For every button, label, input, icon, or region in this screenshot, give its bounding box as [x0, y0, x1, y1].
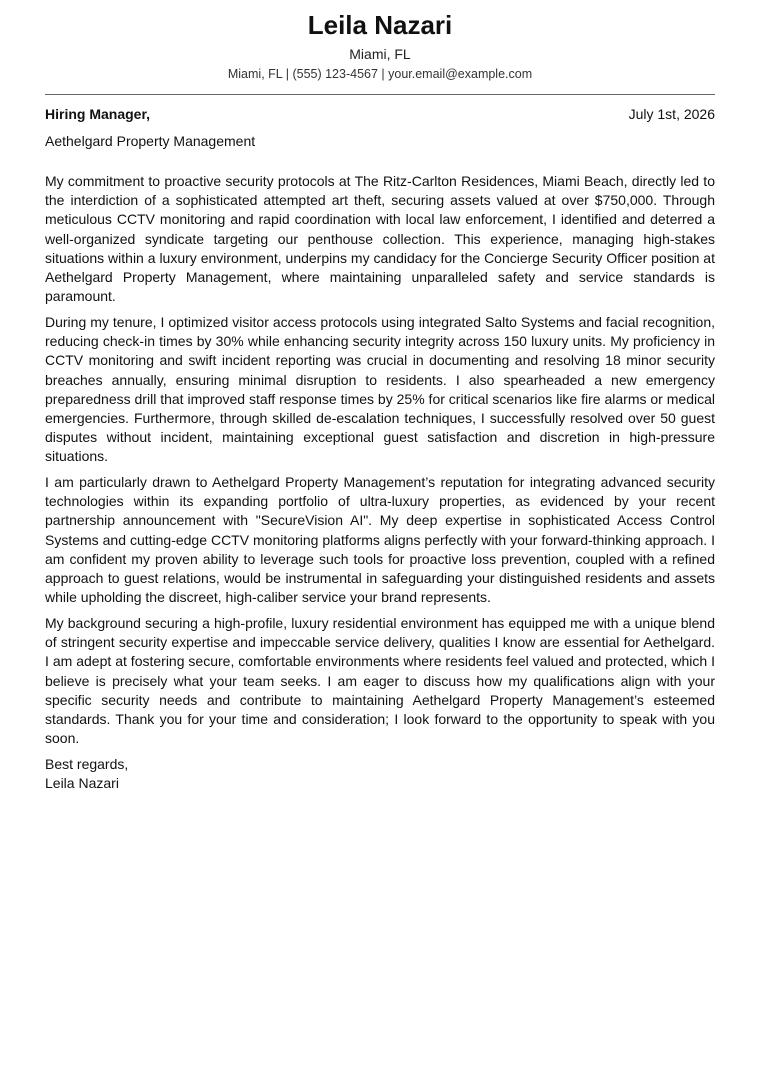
salutation-date-row	[45, 105, 715, 124]
body-paragraph-4: My background securing a high-profile, luxury residential environment has equipped me with a unique blend of stringent security expertise and impeccable service delivery, qualities I know are essential for Aethelgard. I am adept at fostering secure, comfortable environments where residents feel valued and protected, which I believe is precisely what your team seeks. I am eager to discuss how my qualifications align with your specific security needs and contribute to maintaining Aethelgard Property Management’s esteemed standards. Thank you for your time and consideration; I look forward to the opportunity to speak with you soon.	[45, 614, 715, 747]
signature-name: Leila Nazari	[45, 775, 119, 792]
recipient-company: Aethelgard Property Management	[45, 133, 256, 149]
header-divider	[45, 94, 715, 95]
letter-date: July 1st, 2026	[628, 106, 715, 122]
applicant-location: Miami, FL	[349, 46, 411, 62]
body-paragraph-3: I am particularly drawn to Aethelgard Property Management’s reputation for integrating advanced security technologies within its expanding portfolio of ultra-luxury properties, as evidenced by your recent partnership announcement with "SecureVision AI". My deep expertise in sophisticated Access Control Systems and cutting-edge CCTV monitoring platforms aligns perfectly with your forward-thinking approach. I am confident my proven ability to leverage such tools for proactive loss prevention, coupled with a refined approach to guest relations, would be instrumental in safeguarding your distinguished residents and assets while upholding the discreet, high-caliber service your brand represents.	[45, 474, 715, 606]
body-paragraph-1: My commitment to proactive security protocols at The Ritz-Carlton Residences, Miami Beach, directly led to the interdiction of a sophisticated attempted art theft, securing assets valued at over $750,000. Through meticulous CCTV monitoring and rapid coordination with local law enforcement, I identified and deterred a well-organized syndicate targeting our penthouse collection. This experience, managing high-stakes situations within a luxury environment, underpins my candidacy for the Concierge Security Officer position at Aethelgard Property Management, where maintaining unparalleled safety and service standards is paramount.	[45, 173, 715, 305]
letter-header	[45, 0, 715, 83]
closing-phrase: Best regards,	[45, 755, 129, 772]
applicant-name: Leila Nazari	[307, 10, 453, 40]
body-paragraph-2: During my tenure, I optimized visitor access protocols using integrated Salto Systems and facial recognition, reducing check-in times by 30% while enhancing security integrity across 150 luxury units. My proficiency in CCTV monitoring and swift incident reporting was crucial in documenting and resolving 18 minor security breaches annually, ensuring minimal disruption to residents. I also spearheaded a new emergency preparedness drill that improved staff response times by 25% for critical scenarios like fire alarms or medical emergencies. Furthermore, through skilled de-escalation techniques, I successfully resolved over 50 guest disputes without incident, maintaining exceptional guest satisfaction and discretion in high-pressure situations.	[45, 313, 715, 465]
contact-line: Miami, FL | (555) 123-4567 | your.email@example.com	[227, 67, 533, 81]
letter-body	[45, 172, 715, 748]
letter-closing	[45, 755, 715, 793]
salutation: Hiring Manager,	[45, 106, 151, 122]
